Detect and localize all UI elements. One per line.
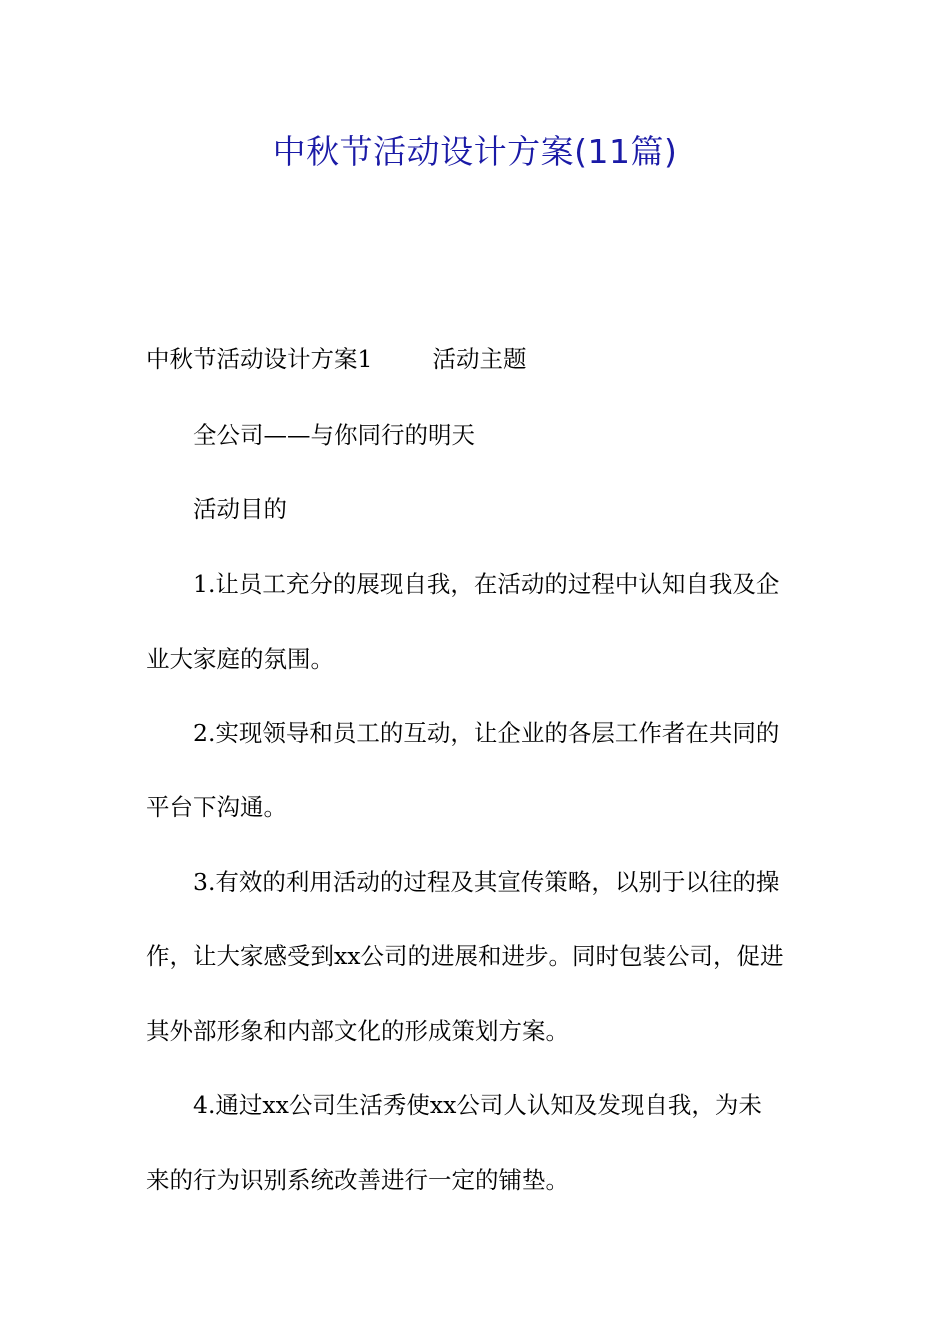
paragraph-line: 4.通过xx公司生活秀使xx公司人认知及发现自我，为未 — [193, 1091, 762, 1119]
paragraph-line: 全公司——与你同行的明天 — [193, 421, 475, 449]
paragraph-line: 活动目的 — [193, 495, 287, 523]
paragraph-line: 平台下沟通。 — [146, 793, 287, 821]
section-heading: 中秋节活动设计方案1 — [146, 345, 373, 373]
paragraph-line: 1.让员工充分的展现自我，在活动的过程中认知自我及企 — [193, 570, 780, 598]
section-heading-row — [146, 342, 526, 376]
paragraph-line: 作，让大家感受到xx公司的进展和进步。同时包装公司，促进 — [146, 942, 784, 970]
paragraph-line: 业大家庭的氛围。 — [146, 645, 334, 673]
paragraph-line: 其外部形象和内部文化的形成策划方案。 — [146, 1017, 569, 1045]
paragraph-line: 来的行为识别系统改善进行一定的铺垫。 — [146, 1166, 569, 1194]
document-title: 中秋节活动设计方案(11篇) — [272, 132, 678, 171]
paragraph-line: 3.有效的利用活动的过程及其宣传策略，以别于以往的操 — [193, 868, 780, 896]
section-subheading: 活动主题 — [432, 345, 527, 373]
paragraph-line: 2.实现领导和员工的互动，让企业的各层工作者在共同的 — [193, 719, 780, 747]
